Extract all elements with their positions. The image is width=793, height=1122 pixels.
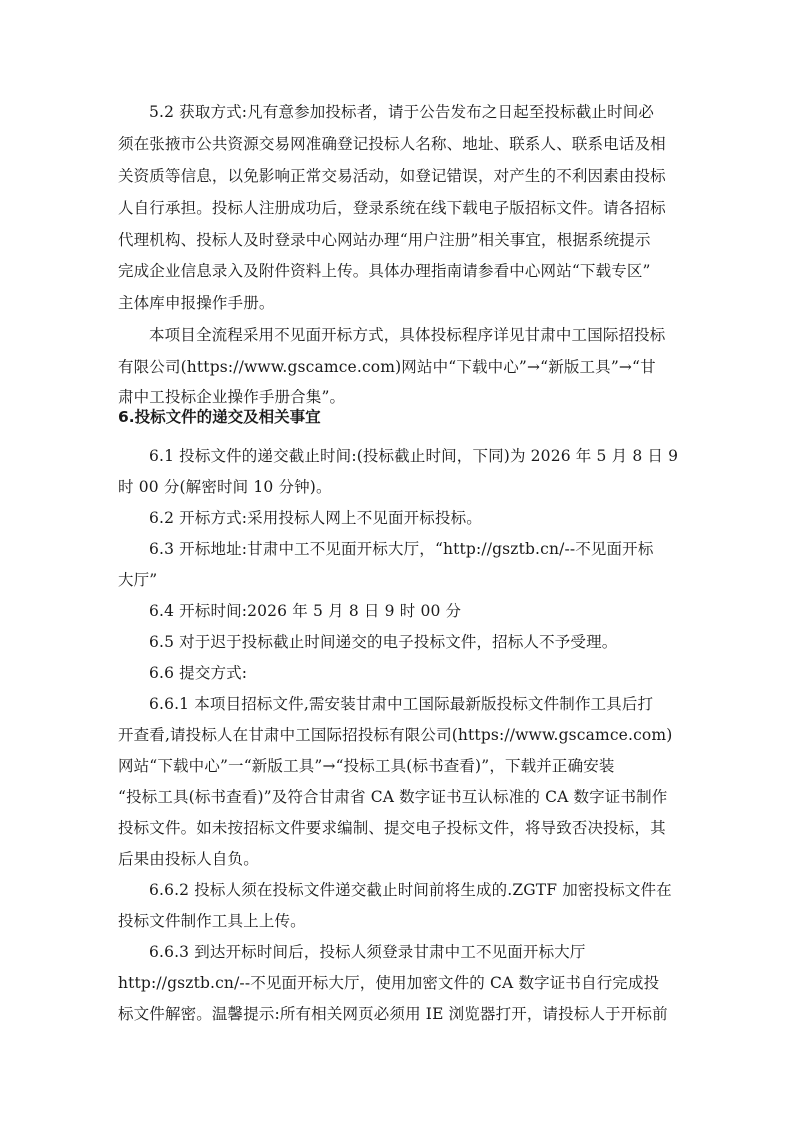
text-line: 5.2 获取方式:凡有意参加投标者，请于公告发布之日起至投标截止时间必 xyxy=(149,103,655,121)
text-line: 标文件解密。温馨提示:所有相关网页必须用 IE 浏览器打开，请投标人于开标前 xyxy=(118,1005,668,1023)
text-line: 完成企业信息录入及附件资料上传。具体办理指南请参看中心网站“下载专区” xyxy=(118,262,651,280)
text-line: 开查看,请投标人在甘肃中工国际招投标有限公司(https://www.gscamce.com) xyxy=(118,726,673,744)
text-line: 投标文件。如未按招标文件要求编制、提交电子投标文件，将导致否决投标，其 xyxy=(118,819,666,837)
text-line: 须在张掖市公共资源交易网准确登记投标人名称、地址、联系人、联系电话及相 xyxy=(118,135,666,153)
text-line: 投标文件制作工具上上传。 xyxy=(118,912,306,930)
text-line: 6.3 开标地址:甘肃中工不见面开标大厅，“http://gsztb.cn/--不见面开标 xyxy=(149,540,654,558)
text-line: http://gsztb.cn/--不见面开标大厅，使用加密文件的 CA 数字证书自行完成投 xyxy=(118,974,660,992)
paragraph-6-5: 6.5 对于迟于投标截止时间递交的电子投标文件，招标人不予受理。 xyxy=(149,633,618,651)
text-line: 6.1 投标文件的递交截止时间:(投标截止时间，下同)为 2026 年 5 月 8 日 9 xyxy=(149,447,679,465)
text-line: “投标工具(标书查看)”及符合甘肃省 CA 数字证书互认标准的 CA 数字证书制作 xyxy=(118,788,668,806)
text-line: 6.6.1 本项目招标文件,需安装甘肃中工国际最新版投标文件制作工具后打 xyxy=(149,695,654,713)
text-line: 代理机构、投标人及时登录中心网站办理“用户注册”相关事宜，根据系统提示 xyxy=(118,231,651,249)
text-line: 主体库申报操作手册。 xyxy=(118,294,275,312)
text-line: 关资质等信息，以免影响正常交易活动，如登记错误，对产生的不利因素由投标 xyxy=(118,167,666,185)
text-line: 后果由投标人自负。 xyxy=(118,850,259,868)
text-line: 6.6.3 到达开标时间后，投标人须登录甘肃中工不见面开标大厅 xyxy=(149,943,586,961)
paragraph-6-2: 6.2 开标方式:采用投标人网上不见面开标投标。 xyxy=(149,509,482,527)
text-line: 肃中工投标企业操作手册合集”。 xyxy=(118,388,346,406)
text-line: 有限公司(https://www.gscamce.com)网站中“下载中心”→“新版工具”→“甘 xyxy=(118,358,656,376)
text-line: 本项目全流程采用不见面开标方式，具体投标程序详见甘肃中工国际招投标 xyxy=(149,326,666,344)
text-line: 大厅” xyxy=(118,571,158,589)
text-line: 网站“下载中心”一“新版工具”→“投标工具(标书查看)”，下载并正确安装 xyxy=(118,757,615,775)
text-line: 6.6.2 投标人须在投标文件递交截止时间前将生成的.ZGTF 加密投标文件在 xyxy=(149,881,672,899)
paragraph-6-6: 6.6 提交方式: xyxy=(149,664,248,682)
text-line: 时 00 分(解密时间 10 分钟)。 xyxy=(118,478,332,496)
text-line: 人自行承担。投标人注册成功后，登录系统在线下载电子版招标文件。请各招标 xyxy=(118,199,666,217)
paragraph-6-4: 6.4 开标时间:2026 年 5 月 8 日 9 时 00 分 xyxy=(149,602,462,620)
section-heading-6: 6.投标文件的递交及相关事宜 xyxy=(118,408,321,426)
